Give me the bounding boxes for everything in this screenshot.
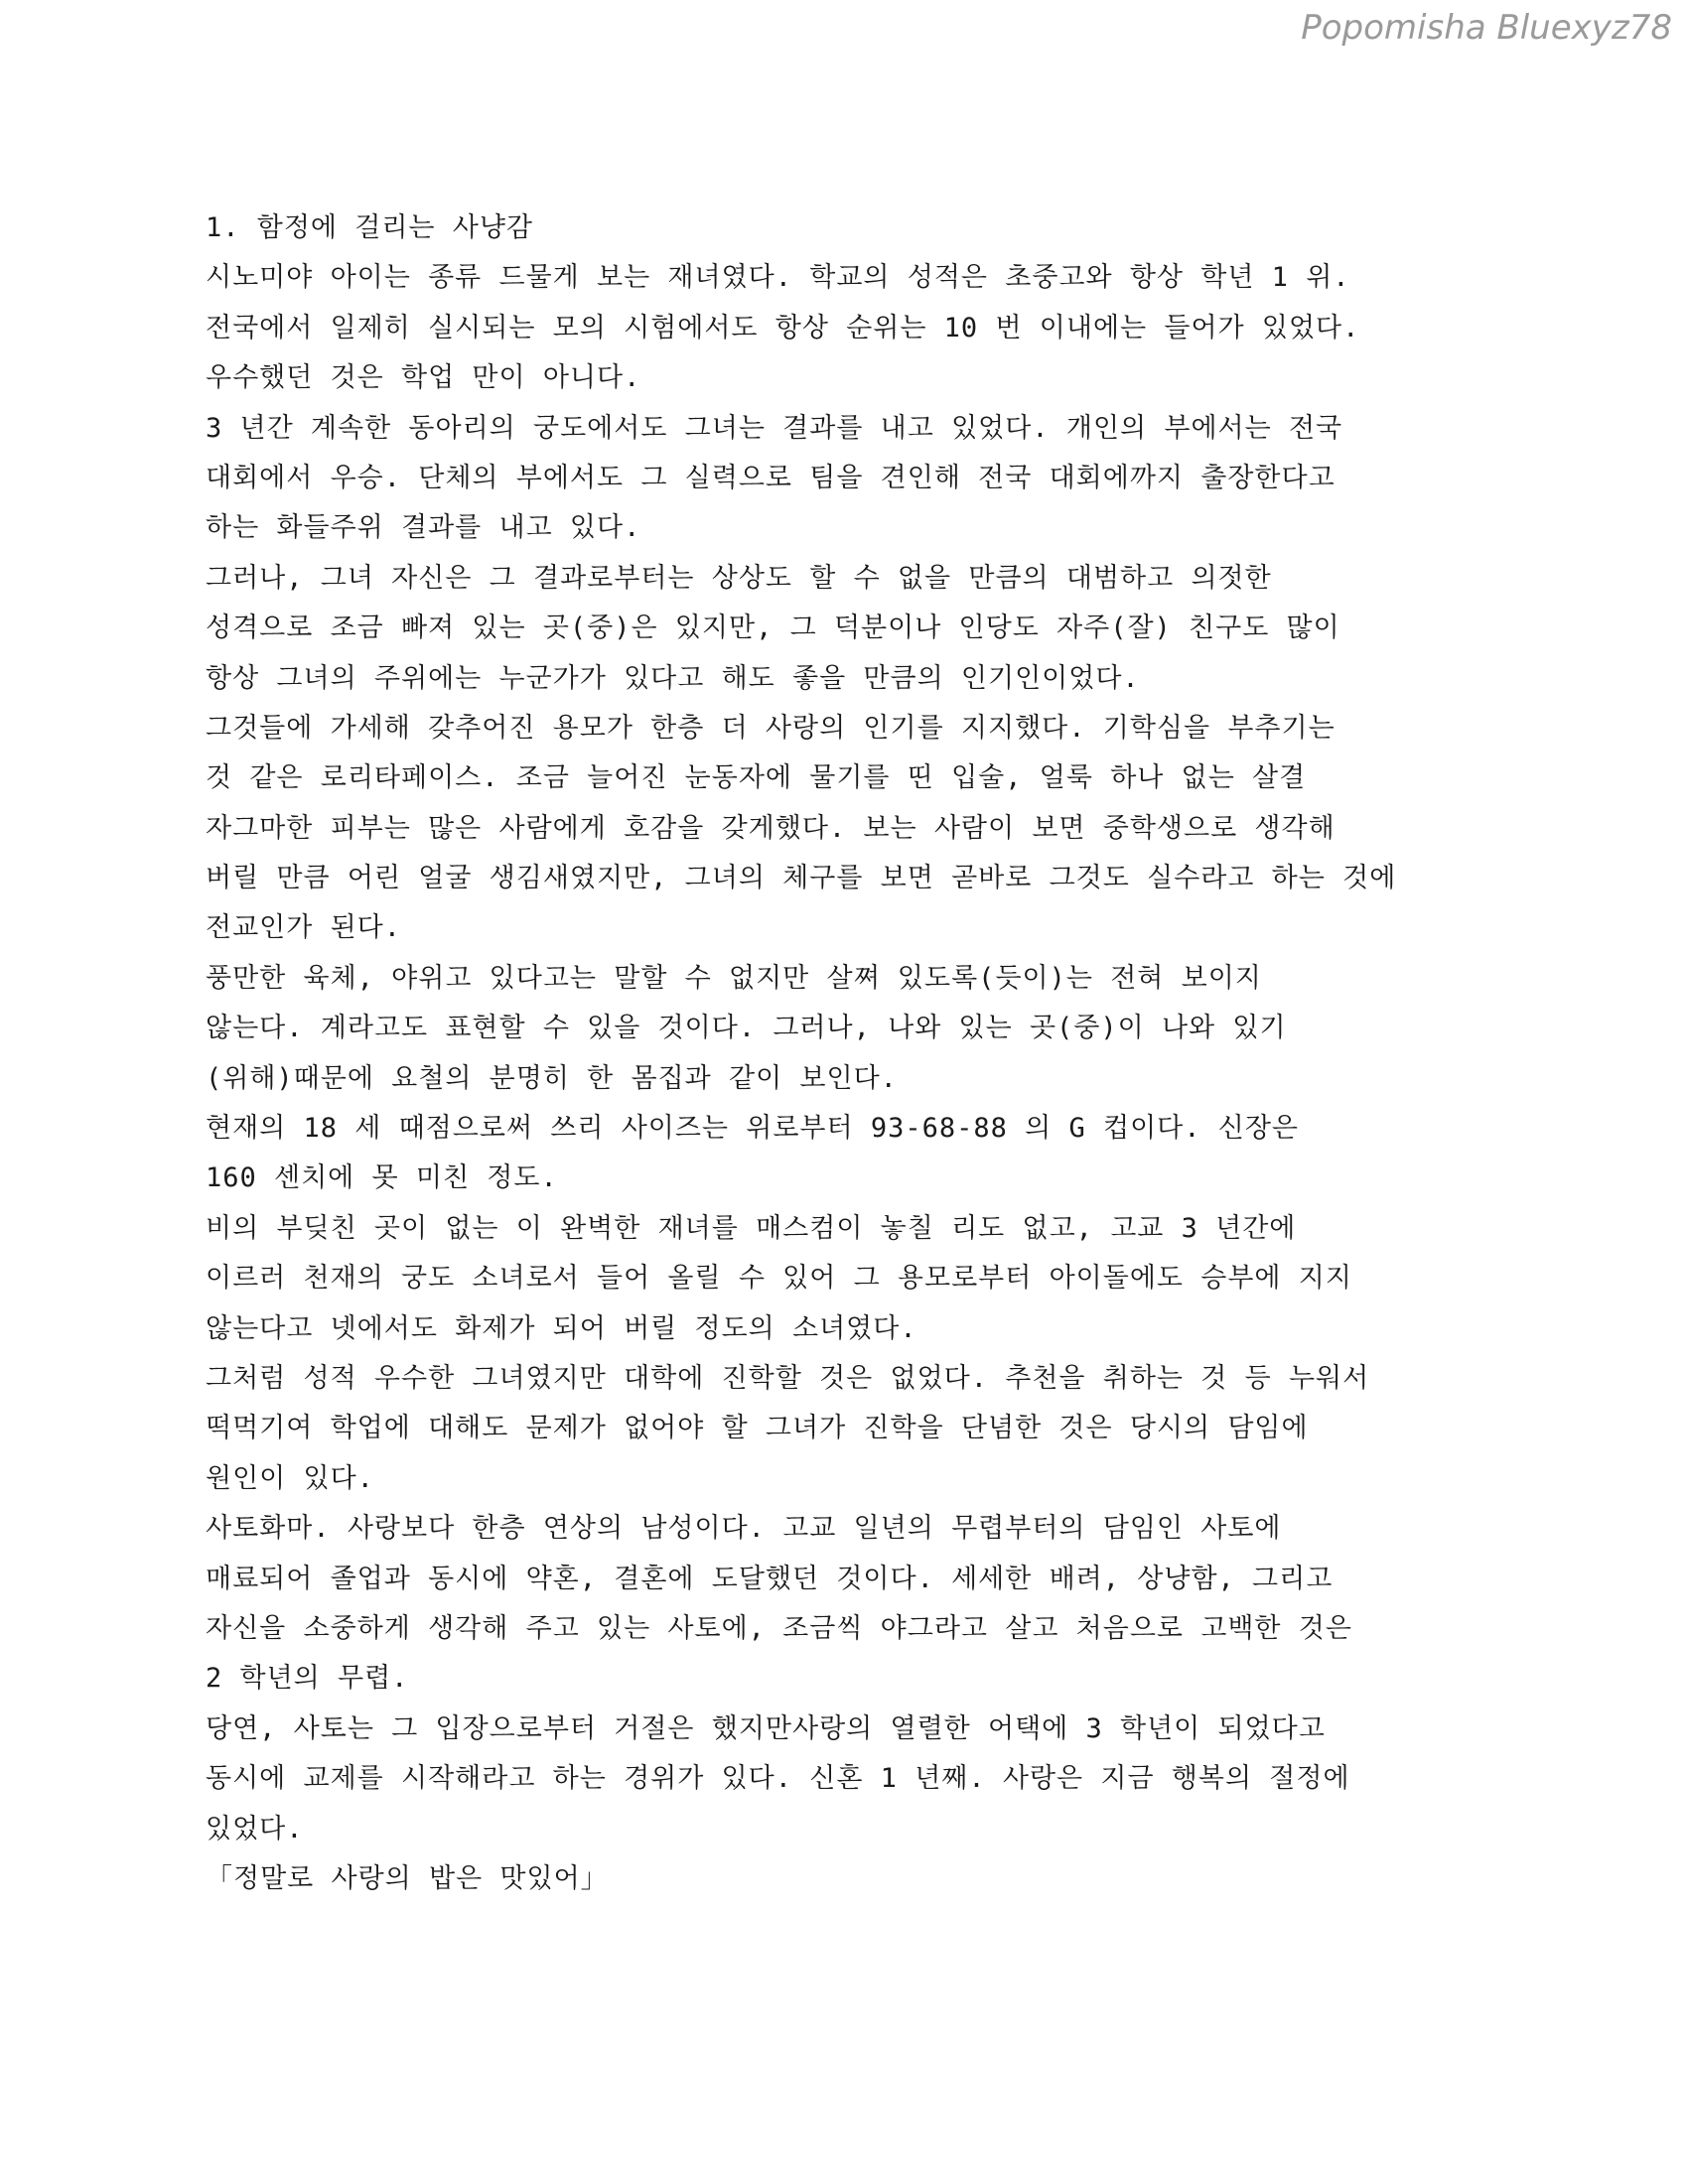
watermark-text: Popomisha Bluexyz78: [1301, 8, 1672, 48]
text-line: 떡먹기여 학업에 대해도 문제가 없어야 할 그녀가 진학을 단념한 것은 당시의 담임에: [206, 1413, 1309, 1444]
text-line: 자그마한 피부는 많은 사람에게 호감을 갖게했다. 보는 사람이 보면 중학생으로 생각해: [206, 812, 1336, 844]
text-line: 그처럼 성적 우수한 그녀였지만 대학에 진학할 것은 없었다. 추천을 취하는 것 등 누워서: [206, 1362, 1370, 1394]
text-line: 것 같은 로리타페이스. 조금 늘어진 눈동자에 물기를 띤 입술, 얼룩 하나 없는 살결: [206, 762, 1307, 794]
text-line: 성격으로 조금 빠져 있는 곳(중)은 있지만, 그 덕분이나 인당도 자주(잘) 친구도 많이: [206, 613, 1340, 644]
text-line: 풍만한 육체, 야위고 있다고는 말할 수 없지만 살쪄 있도록(듯이)는 전혀 보이지: [206, 962, 1262, 994]
text-line: 당연, 사토는 그 입장으로부터 거절은 했지만사랑의 열렬한 어택에 3 학년이 되었다고: [206, 1712, 1326, 1744]
text-line: 2 학년의 무렵.: [206, 1663, 409, 1695]
text-line: 그러나, 그녀 자신은 그 결과로부터는 상상도 할 수 없을 만큼의 대범하고 의젓한: [206, 562, 1272, 594]
text-line: 동시에 교제를 시작해라고 하는 경위가 있다. 신혼 1 년째. 사랑은 지금 행복의 절정에: [206, 1763, 1350, 1795]
text-line: 있었다.: [206, 1813, 304, 1844]
text-line: 자신을 소중하게 생각해 주고 있는 사토에, 조금씩 야그라고 살고 처음으로 고백한 것은: [206, 1612, 1352, 1644]
text-line: 「정말로 사랑의 밥은 맛있어」: [206, 1862, 609, 1894]
text-line: 이르러 천재의 궁도 소녀로서 들어 올릴 수 있어 그 용모로부터 아이돌에도 승부에 지지: [206, 1263, 1352, 1295]
document-body: [206, 204, 1496, 1904]
text-line: 매료되어 졸업과 동시에 약혼, 결혼에 도달했던 것이다. 세세한 배려, 상냥함, 그리고: [206, 1563, 1334, 1594]
text-line: 160 센치에 못 미친 정도.: [206, 1162, 558, 1194]
text-line: 하는 화들주위 결과를 내고 있다.: [206, 512, 641, 544]
text-line: 대회에서 우승. 단체의 부에서도 그 실력으로 팀을 견인해 전국 대회에까지 출장한다고: [206, 462, 1336, 493]
text-line: 시노미야 아이는 종류 드물게 보는 재녀였다. 학교의 성적은 초중고와 항상 학년 1 위.: [206, 262, 1350, 294]
text-line: 전국에서 일제히 실시되는 모의 시험에서도 항상 순위는 10 번 이내에는 들어가 있었다.: [206, 312, 1360, 343]
text-line: 않는다고 넷에서도 화제가 되어 버릴 정도의 소녀였다.: [206, 1312, 917, 1344]
text-line: 버릴 만큼 어린 얼굴 생김새였지만, 그녀의 체구를 보면 곧바로 그것도 실수라고 하는 것에: [206, 863, 1397, 894]
text-line: 비의 부딪친 곳이 없는 이 완벽한 재녀를 매스컴이 놓칠 리도 없고, 고교 3 년간에: [206, 1212, 1297, 1244]
text-line: 1. 함정에 걸리는 사냥감: [206, 212, 534, 243]
text-line: 현재의 18 세 때점으로써 쓰리 사이즈는 위로부터 93-68-88 의 G 컵이다. 신장은: [206, 1113, 1300, 1145]
text-line: (위해)때문에 요철의 분명히 한 몸집과 같이 보인다.: [206, 1062, 898, 1094]
text-line: 항상 그녀의 주위에는 누군가가 있다고 해도 좋을 만큼의 인기인이었다.: [206, 662, 1140, 694]
text-line: 우수했던 것은 학업 만이 아니다.: [206, 362, 641, 394]
text-line: 그것들에 가세해 갖추어진 용모가 한층 더 사랑의 인기를 지지했다. 기학심을 부추기는: [206, 712, 1336, 744]
text-line: 3 년간 계속한 동아리의 궁도에서도 그녀는 결과를 내고 있었다. 개인의 부에서는 전국: [206, 412, 1343, 444]
text-line: 사토화마. 사랑보다 한층 연상의 남성이다. 고교 일년의 무렵부터의 담임인 사토에: [206, 1513, 1282, 1545]
text-line: 않는다. 계라고도 표현할 수 있을 것이다. 그러나, 나와 있는 곳(중)이 나와 있기: [206, 1013, 1287, 1044]
text-line: 전교인가 된다.: [206, 912, 402, 944]
text-line: 원인이 있다.: [206, 1462, 374, 1494]
